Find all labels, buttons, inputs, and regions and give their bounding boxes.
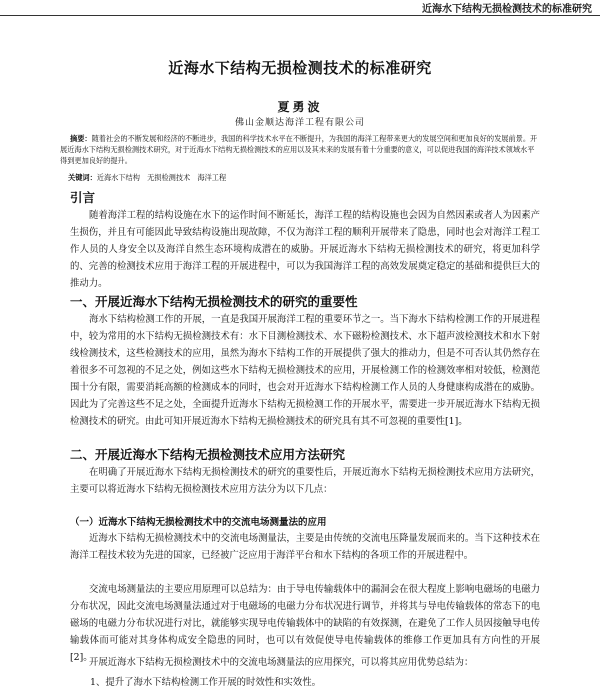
running-head: 近海水下结构无损检测技术的标准研究: [422, 4, 592, 15]
section-2-paragraph: 在明确了开展近海水下结构无损检测技术的研究的重要性后，开展近海水下结构无损检测技术应用方法研究，主要可以将近海水下结构无损检测技术应用方法分为以下几点：: [70, 467, 540, 495]
subsection-2-1-paragraph-1: 近海水下结构无损检测技术中的交流电场测量法，主要是由传统的交流电压降量发展而来的。当下这种技术在海洋工程技术较为先进的国家，已经被广泛应用于海洋平台和水下结构的各项工作的开展进程中。: [70, 533, 540, 561]
abstract-label: 摘要：: [70, 134, 92, 143]
list-item: 1、提升了海水下结构检测工作开展的时效性和实效性。: [90, 677, 321, 688]
section-heading-1: 一、开展近海水下结构无损检测技术的研究的重要性: [70, 294, 358, 309]
author-name: 夏勇波: [277, 100, 323, 114]
header-rule: [0, 15, 600, 16]
paper-title: 近海水下结构无损检测技术的标准研究: [168, 59, 432, 77]
section-heading-2: 二、开展近海水下结构无损检测技术应用方法研究: [70, 447, 346, 462]
subsection-2-1-paragraph-3: 开展近海水下结构无损检测技术中的交流电场测量法的应用探究，可以将其应用优势总结为：: [89, 657, 474, 668]
section-1-paragraph: 海水下结构检测工作的开展，一直是我国开展海洋工程的重要环节之一。当下海水下结构检测工作的开展进程中，较为常用的水下结构无损检测技术有：水下目测检测技术、水下磁粉检测技术、水下超声波检测技术和水下射线检测技术，这些检测技术的应用，虽然为海水下结构工作的开展提供了强大的推动力，但是不可否认其仍然存在着很多不可忽视的不足之处，例如这些水下结构无损检测技术的应用，开展检测工作的检测效率相对较低，检测范围十分有限，需要消耗高额的检测成本的同时，也会对开近海水下结构检测工作人员的人身健康构成潜在的威胁。因此为了完善这些不足之处，全面提升近海水下结构无损检测工作的开展水平，需要进一步开展近海水下结构无损检测技术的研究。由此可知开展近海水下结构无损检测技术的研究具有其不可忽视的重要性[1]。: [70, 314, 540, 427]
keywords-text: 近海水下结构 无损检测技术 海洋工程: [96, 173, 227, 182]
keywords-label: 关键词：: [68, 173, 97, 182]
subsection-2-1-paragraph-2: 交流电场测量法的主要应用原理可以总结为：由于导电传输载体中的漏洞会在很大程度上影响电磁场的电磁力分布状况，因此交流电场测量法通过对于电磁场的电磁力分布状况进行调节，并将其与导电传输载体的常态下的电磁场的电磁力分布状况进行对比，就能够实现导电传输载体中的缺陷的有效探测，在避免了工作人员因接触导电传输载体而可能对其身体构成安全隐患的同时，也可以有效促使导电传输载体的维修工作更加具有方向性的开展[2]。: [70, 584, 540, 663]
section-heading-intro: 引言: [70, 190, 96, 205]
subsection-heading-2-1: （一）近海水下结构无损检测技术中的交流电场测量法的应用: [70, 517, 327, 528]
keywords: [68, 172, 226, 183]
abstract: [60, 133, 538, 166]
abstract-text: 随着社会的不断发展和经济的不断进步，我国的科学技术水平在不断提升，为我国的海洋工程带来更大的发展空间和更加良好的发展前景。开展近海水下结构无损检测技术研究，对于近海水下结构无损检测技术的应用以及其未来的发展有着十分重要的意义，可以促进我国的海洋技术领域水平得到更加良好的提升。: [60, 134, 538, 165]
intro-paragraph: 随着海洋工程的结构设施在水下的运作时间不断延长，海洋工程的结构设施也会因为自然因素或者人为因素产生损伤，并且有可能因此导致结构设施出现故障，不仅为海洋工程的顺利开展带来了隐患，同时也会对海洋工程工作人员的人身安全以及海洋自然生态环境构成潜在的威胁。开展近海水下结构无损检测技术的研究，将更加科学的、完善的检测技术应用于海洋工程的开展进程中，可以为我国海洋工程的高效发展奠定稳定的基础和提供巨大的推动力。: [70, 210, 540, 289]
author-affiliation: 佛山金顺达海洋工程有限公司: [234, 118, 365, 128]
